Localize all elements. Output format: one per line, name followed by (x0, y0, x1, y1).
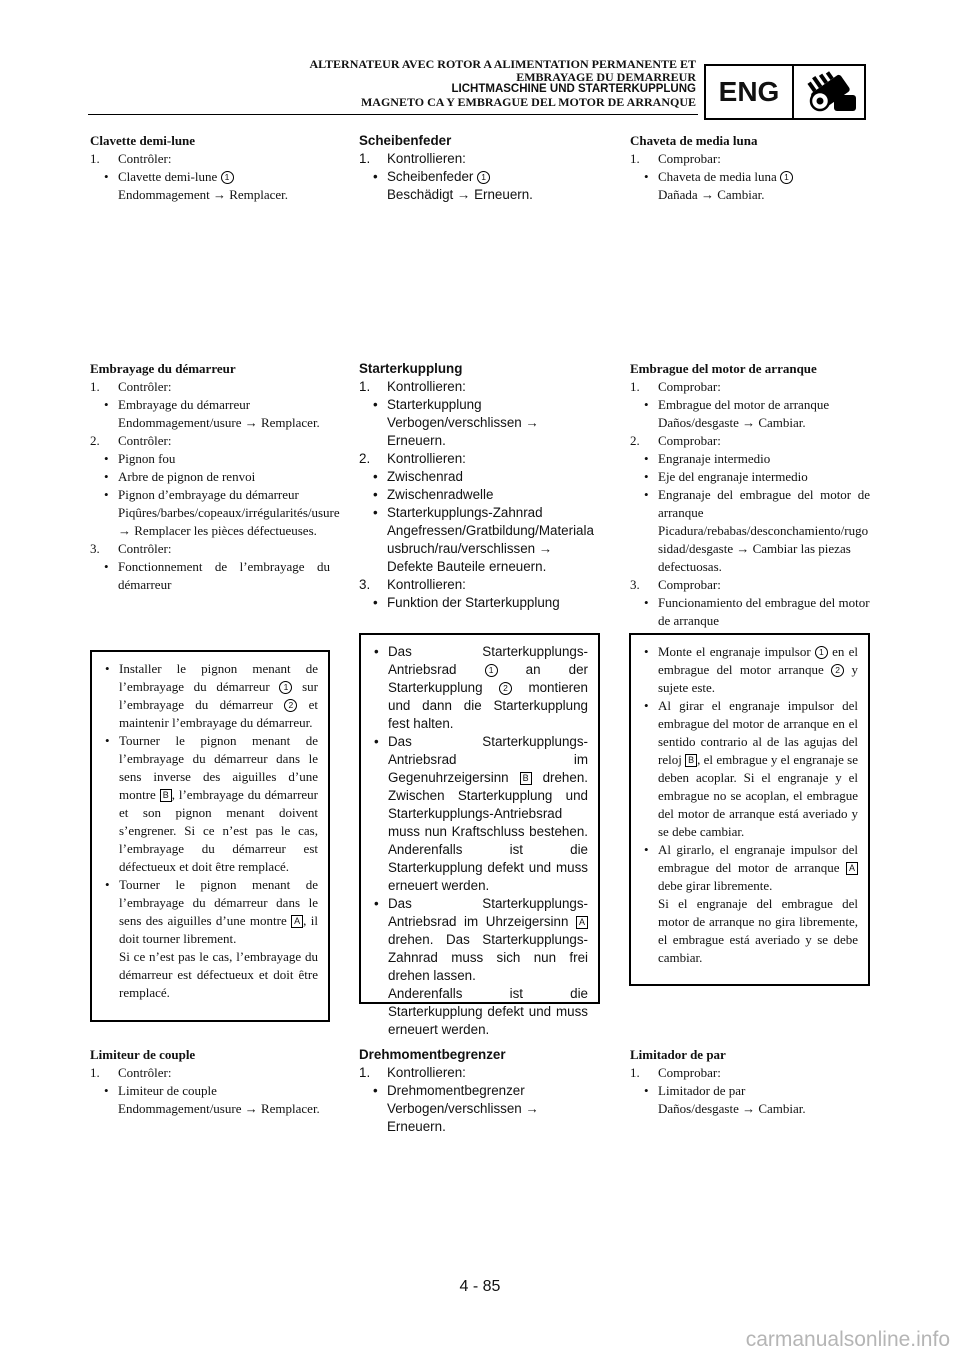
step (90, 150, 330, 168)
result-label: Endommagement → Remplacer. (118, 187, 289, 202)
de-torque-limiter-section (359, 1046, 599, 1136)
section-title: Starterkupplung (359, 361, 463, 376)
direction-marker: B (685, 754, 697, 767)
result-text: Daños/desgaste → Cambiar. (658, 415, 806, 430)
step-text: Contrôler: (118, 1065, 172, 1080)
callout-marker: 1 (279, 681, 292, 694)
check-item: • Drehmomentbegrenzer (372, 1082, 599, 1100)
eng-label: ENG (706, 66, 794, 118)
check-item: • Pignon d’embrayage du démarreur (103, 486, 330, 504)
result-text: Angefressen/Gratbildung/Materialausbruch/rau/verschlissen → Defekte Bauteile erneuern. (387, 523, 594, 574)
step (359, 378, 599, 396)
note-text: Anderenfalls ist die Starterkupplung defekt und muss erneuert werden. (388, 986, 588, 1037)
step-text: Contrôler: (118, 379, 172, 394)
step-text: Contrôler: (118, 151, 172, 166)
step (630, 1064, 870, 1082)
step (359, 576, 599, 594)
fr-woodruff-key-section (90, 132, 330, 204)
step-number: 1. (90, 151, 100, 166)
callout-marker: 2 (284, 699, 297, 712)
step (630, 432, 870, 450)
section-badge (704, 64, 866, 120)
note-text: montieren und dann die Starterkupplung fest halten. (388, 680, 588, 731)
check-item: • Embrague del motor de arranque (643, 396, 870, 414)
check-item (643, 168, 870, 186)
note-text: Das Starterkupplungs-Antriebsrad (388, 644, 588, 677)
callout-marker: 2 (499, 682, 512, 695)
step-number: 3. (90, 541, 100, 556)
note-text: , il doit tourner librement. (119, 913, 319, 946)
check-item: • Eje del engranaje intermedio (643, 468, 870, 486)
callout-marker: 2 (831, 664, 844, 677)
fr-torque-limiter-section (90, 1046, 330, 1118)
section-title: Limitador de par (630, 1047, 726, 1062)
direction-marker: A (846, 862, 858, 875)
step (90, 432, 330, 450)
header-line-1: ALTERNATEUR AVEC ROTOR A ALIMENTATION PERMANENTE ET (309, 57, 696, 71)
step-number: 1. (630, 1065, 640, 1080)
step-number: 1. (359, 151, 371, 166)
result-text: Picadura/rebabas/desconchamiento/rugosidad/desgaste → Cambiar las piezas defectuosas. (658, 523, 869, 574)
direction-marker: B (520, 772, 532, 785)
step-text: Kontrollieren: (387, 1065, 466, 1080)
note-text: Tourner le pignon menant de l’embrayage du démarreur dans le sens inverse des aiguilles d’une montre (119, 733, 318, 802)
note-text: drehen. Das Starterkupplungs-Zahnrad muss sich nun frei drehen lassen. (388, 932, 588, 983)
de-starter-clutch-section (359, 360, 599, 612)
step-text: Kontrollieren: (387, 451, 466, 466)
note-text: Das Starterkupplungs-Antriebsrad im Gegenuhrzeigersinn (388, 734, 588, 785)
note-text: Das Starterkupplungs-Antriebsrad im Uhrzeigersinn (388, 896, 588, 929)
section-title: Clavette demi-lune (90, 133, 196, 148)
de-note-box (359, 633, 600, 1037)
note-item (643, 841, 858, 967)
note-text: en el embrague del motor arranque (658, 644, 859, 677)
item-text: Scheibenfeder (387, 169, 474, 184)
step-text: Comprobar: (658, 433, 721, 448)
step-number: 1. (359, 379, 371, 394)
check-item: • Pignon fou (103, 450, 330, 468)
check-item: • Funcionamiento del embrague del motor de arranque (643, 594, 870, 630)
step-text: Contrôler: (118, 541, 172, 556)
section-title: Embrague del motor de arranque (630, 361, 817, 376)
result-text: Piqûres/barbes/copeaux/irrégularités/usure → Remplacer les pièces défectueuses. (118, 505, 340, 538)
result-text: Daños/desgaste → Cambiar. (658, 1101, 806, 1116)
callout-marker: 1 (221, 171, 234, 184)
engine-piston-icon (794, 66, 864, 118)
note-item (643, 697, 858, 841)
note-text: et maintenir l’embrayage du démarreur. (119, 697, 319, 730)
result-text: Verbogen/verschlissen → Erneuern. (387, 1101, 539, 1134)
step (359, 150, 599, 168)
es-torque-limiter-section (630, 1046, 870, 1118)
header-line-4: MAGNETO CA Y EMBRAGUE DEL MOTOR DE ARRANQUE (360, 94, 696, 109)
section-title: Drehmomentbegrenzer (359, 1047, 506, 1062)
header-line-2: EMBRAYAGE DU DEMARREUR (516, 69, 696, 84)
check-item: • Arbre de pignon de renvoi (103, 468, 330, 486)
check-item (103, 168, 330, 186)
note-text: drehen. Zwischen Starterkupplung und Starterkupplungs-Antriebsrad muss nun Kraftschluss bestehen. Anderenfalls ist die Starterkupplung defekt und muss erneuert werden. (388, 770, 588, 893)
step (359, 1064, 599, 1082)
note-item (373, 733, 588, 895)
step (630, 576, 870, 594)
step-text: Comprobar: (658, 1065, 721, 1080)
step-number: 1. (630, 151, 640, 166)
check-item (372, 168, 599, 186)
result-text: Endommagement/usure → Remplacer. (118, 1101, 320, 1116)
step-number: 1. (630, 379, 640, 394)
section-title: Chaveta de media luna (630, 133, 758, 148)
step-number: 3. (630, 577, 640, 592)
check-item: • Funktion der Starterkupplung (372, 594, 599, 612)
item-text: Clavette demi-lune (118, 169, 218, 184)
step-text: Kontrollieren: (387, 151, 466, 166)
es-starter-clutch-section (630, 360, 870, 630)
step-number: 2. (90, 433, 100, 448)
result-text: Beschädigt → Erneuern. (387, 187, 533, 202)
check-item: • Limiteur de couple (103, 1082, 330, 1100)
note-item (643, 643, 858, 697)
step-text: Contrôler: (118, 433, 172, 448)
step-number: 1. (90, 1065, 100, 1080)
note-item (373, 895, 588, 1039)
step (90, 1064, 330, 1082)
note-text: sur l’embrayage du démarreur (119, 679, 319, 712)
result-text: Verbogen/verschlissen → Erneuern. (387, 415, 539, 448)
callout-marker: 1 (780, 171, 793, 184)
step-number: 1. (359, 1065, 371, 1080)
page-header (180, 58, 696, 108)
step-text: Comprobar: (658, 379, 721, 394)
step (90, 540, 330, 558)
step-text: Comprobar: (658, 577, 721, 592)
fr-starter-clutch-section (90, 360, 340, 594)
result-text: Dañada → Cambiar. (658, 187, 765, 202)
page-number: 4 - 85 (459, 1278, 501, 1295)
note-text: Si ce n’est pas le cas, l’embrayage du démarreur est défectueux et doit être remplacé. (119, 949, 318, 1000)
section-title: Limiteur de couple (90, 1047, 196, 1062)
callout-marker: 1 (815, 646, 828, 659)
header-divider (88, 114, 698, 115)
step-number: 1. (90, 379, 100, 394)
step (359, 450, 599, 468)
note-text: an der Starterkupplung (388, 662, 588, 695)
de-woodruff-key-section (359, 132, 599, 204)
check-item: • Embrayage du démarreur (103, 396, 330, 414)
note-item (104, 876, 318, 1002)
check-item: • Engranaje del embrague del motor de arranque (643, 486, 870, 522)
check-item: • Starterkupplungs-Zahnrad (372, 504, 599, 522)
note-text: Monte el engranaje impulsor (658, 644, 811, 659)
step (630, 150, 870, 168)
note-text: Al girarlo, el engranaje impulsor del embrague del motor de arranque (658, 842, 858, 875)
es-woodruff-key-section (630, 132, 870, 204)
note-text: y sujete este. (658, 662, 859, 695)
direction-marker: A (576, 916, 588, 929)
check-item: • Fonctionnement de l’embrayage du démarreur (103, 558, 330, 594)
note-text: , el embrague y el engranaje se deben acoplar. Si el engranaje y el embrague no se acoplan, el embrague del motor de arranque está averiado y se debe cambiar. (658, 752, 858, 839)
fr-note-box (90, 650, 330, 1022)
note-text: Al girar el engranaje impulsor del embrague del motor de arranque en el sentido contrario al de las agujas del reloj (658, 698, 858, 767)
check-item: • Zwischenrad (372, 468, 599, 486)
note-text: , l’embrayage du démarreur et son pignon menant doivent s’engrener. Si ce n’est pas le cas, l’embrayage du démarreur est défectueux et doit être remplacé. (119, 787, 318, 874)
es-note-box (629, 633, 870, 986)
section-title: Embrayage du démarreur (90, 361, 236, 376)
step-text: Kontrollieren: (387, 379, 466, 394)
direction-marker: A (291, 915, 303, 928)
callout-marker: 1 (485, 664, 498, 677)
direction-marker: B (160, 789, 172, 802)
step-number: 2. (630, 433, 640, 448)
note-text: debe girar libremente. (658, 878, 773, 893)
step (630, 378, 870, 396)
note-item (104, 660, 318, 732)
step (90, 378, 330, 396)
item-text: Chaveta de media luna (658, 169, 777, 184)
watermark[interactable]: carmanualsonline.info (745, 1328, 950, 1351)
header-line-3: LICHTMASCHINE UND STARTERKUPPLUNG (451, 83, 696, 95)
step-text: Comprobar: (658, 151, 721, 166)
result-text: Endommagement/usure → Remplacer. (118, 415, 320, 430)
result-text (90, 186, 330, 204)
check-item: • Engranaje intermedio (643, 450, 870, 468)
note-text: Tourner le pignon menant de l’embrayage du démarreur dans le sens des aiguilles d’une montre (119, 877, 318, 928)
check-item: • Starterkupplung (372, 396, 599, 414)
section-title: Scheibenfeder (359, 133, 452, 148)
note-item (373, 643, 588, 733)
step-number: 2. (359, 451, 371, 466)
note-item (104, 732, 318, 876)
check-item: • Zwischenradwelle (372, 486, 599, 504)
callout-marker: 1 (477, 171, 490, 184)
step-text: Kontrollieren: (387, 577, 466, 592)
note-text: Installer le pignon menant de l’embrayage du démarreur (119, 661, 318, 694)
check-item: • Limitador de par (643, 1082, 870, 1100)
step-number: 3. (359, 577, 371, 592)
note-text: Si el engranaje del embrague del motor de arranque no gira libremente, el embrague está averiado y se debe cambiar. (658, 896, 858, 965)
